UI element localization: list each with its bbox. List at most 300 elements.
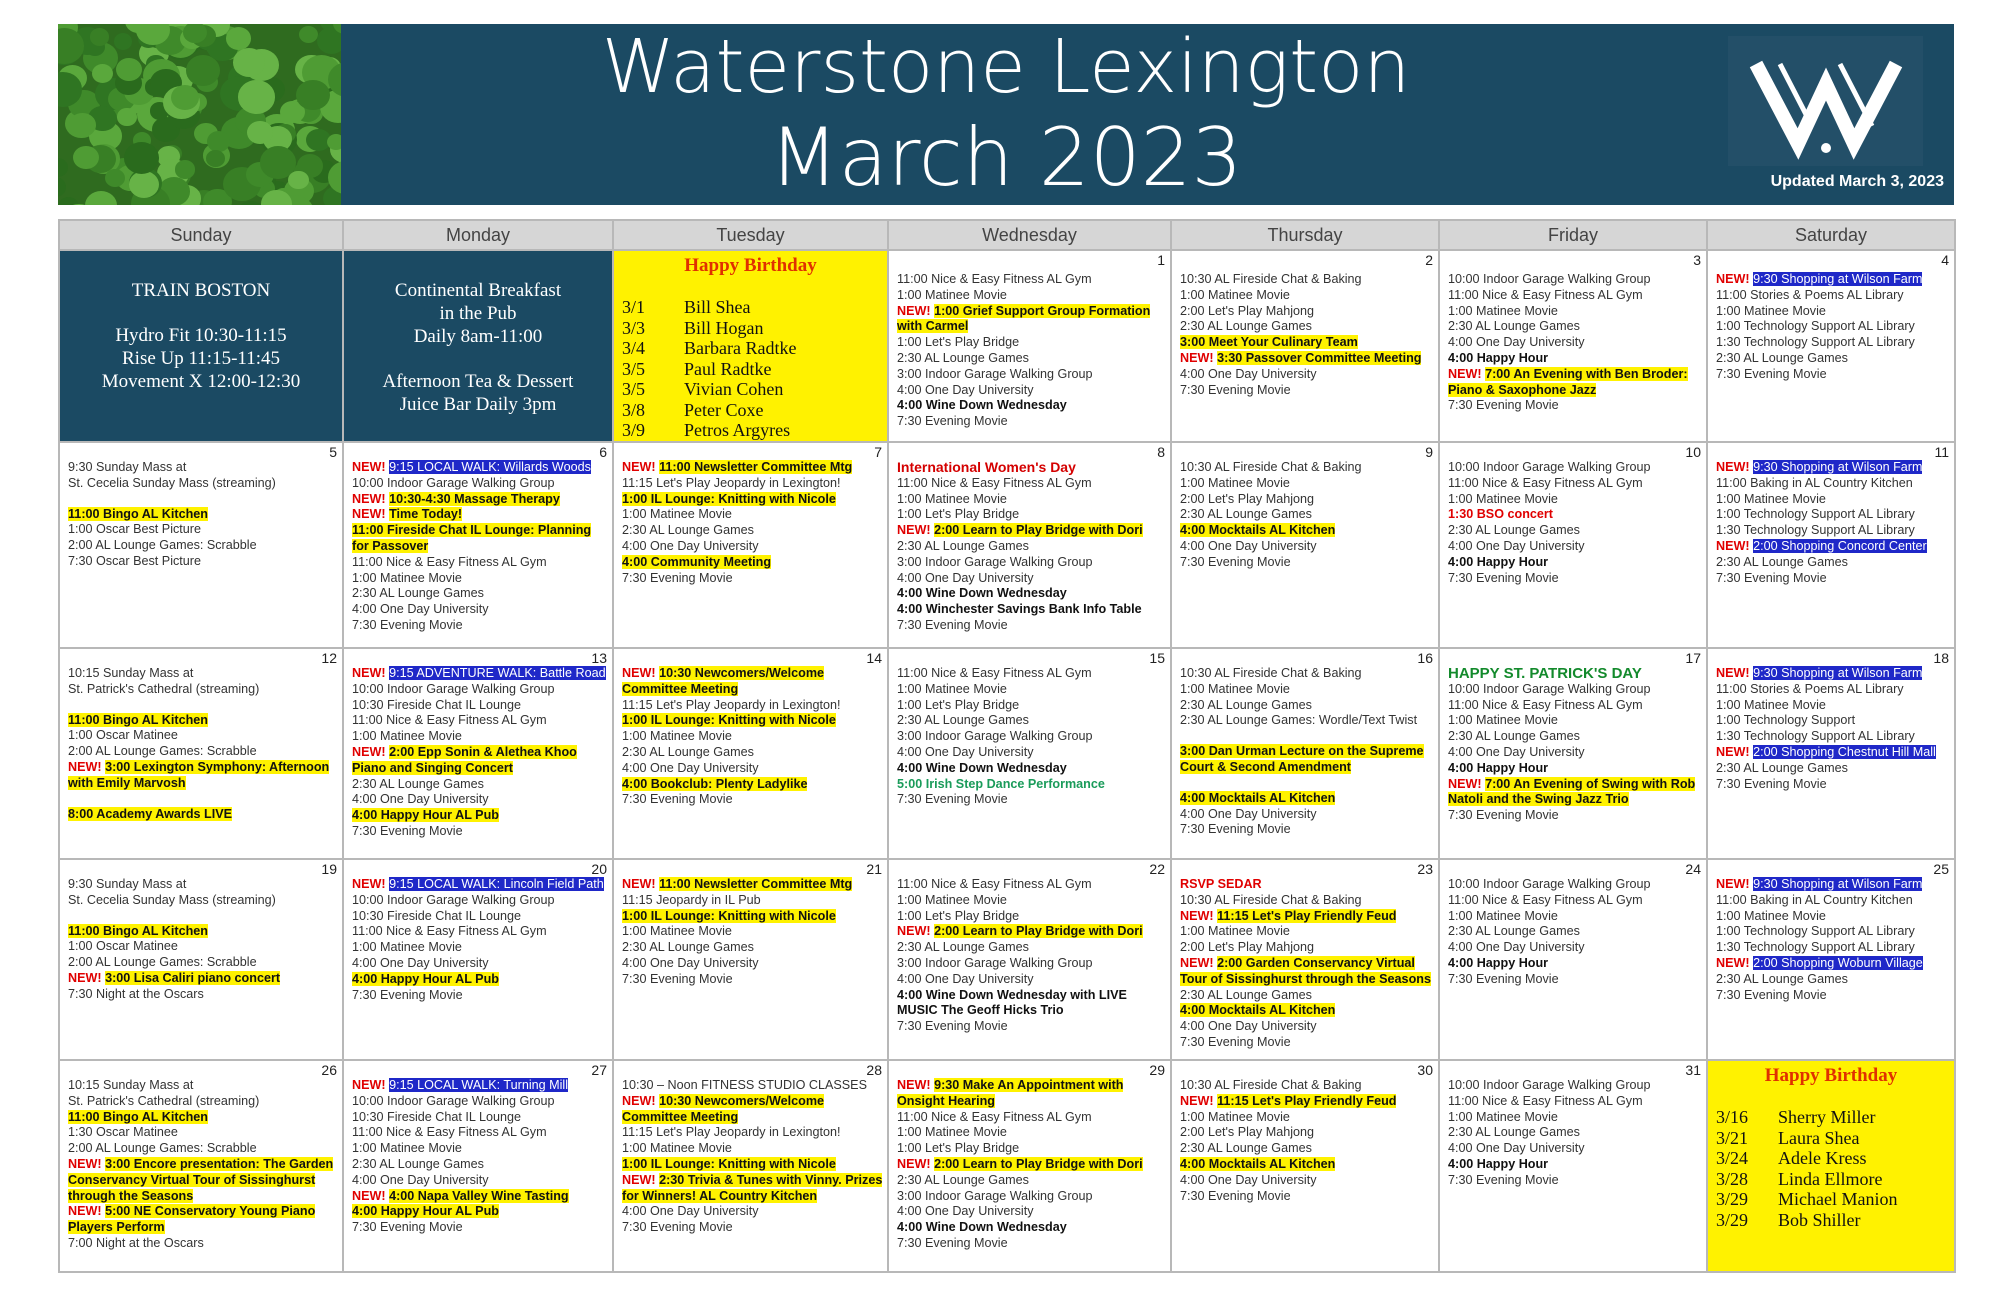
calendar-event (1448, 956, 1702, 972)
calendar-event (897, 1220, 1166, 1236)
weekday-friday: Friday (1439, 220, 1707, 250)
event-text: 8:00 Academy Awards LIVE (68, 806, 233, 821)
new-badge: NEW! (1180, 1093, 1218, 1108)
calendar-event (1180, 1110, 1434, 1126)
event-text: 11:00 Nice & Easy Fitness AL Gym (1448, 287, 1643, 302)
event-text: 1:00 Matinee Movie (352, 570, 462, 585)
calendar-event (352, 1094, 608, 1110)
event-text: 2:00 Let's Play Mahjong (1180, 303, 1315, 318)
calendar-event (622, 460, 883, 476)
calendar-event (352, 1110, 608, 1126)
calendar-event (352, 571, 608, 587)
day-number: 25 (1933, 861, 1949, 877)
event-text: 10:00 Indoor Garage Walking Group (1448, 272, 1651, 286)
calendar-event (352, 586, 608, 602)
event-text: 2:00 AL Lounge Games: Scrabble (68, 744, 257, 759)
calendar-event (897, 586, 1166, 602)
calendar-event (1180, 367, 1434, 383)
event-text: 1:00 IL Lounge: Knitting with Nicole (622, 713, 836, 728)
page-subtitle-month: March 2023 (769, 111, 1243, 204)
event-text: 11:00 Bingo AL Kitchen (68, 712, 208, 727)
event-text: 4:00 Happy Hour AL Pub (352, 971, 499, 986)
calendar-event (1448, 555, 1702, 571)
calendar-event (1716, 335, 1950, 351)
birthday-name: Bob Shiller (1778, 1209, 1861, 1230)
event-text: 1:00 Oscar Matinee (68, 939, 178, 954)
event-text: 11:00 Stories & Poems AL Library (1716, 681, 1904, 696)
day-number: 29 (1149, 1062, 1165, 1078)
week-row (59, 859, 1955, 1060)
calendar-event (622, 555, 883, 571)
event-text: 4:00 One Day University (1448, 538, 1585, 553)
event-text: 11:00 Newsletter Committee Mtg (659, 877, 853, 891)
event-text: 1:00 Let's Play Bridge (897, 507, 1020, 522)
calendar-event (1716, 492, 1950, 508)
birthday-entry (622, 318, 887, 339)
birthday-panel (613, 250, 888, 442)
day-cell-19 (59, 859, 343, 1060)
event-text: 2:30 AL Lounge Games (1716, 760, 1848, 775)
calendar-event (1180, 383, 1434, 399)
event-text: 1:30 BSO concert (1448, 507, 1553, 522)
new-badge: NEW! (352, 1078, 390, 1092)
event-text: 4:00 One Day University (1180, 538, 1317, 553)
calendar-event (897, 288, 1166, 304)
event-text: 1:30 Technology Support AL Library (1716, 335, 1915, 350)
new-badge: NEW! (1716, 955, 1754, 970)
calendar-event (622, 1220, 883, 1236)
day-number: 20 (591, 861, 607, 877)
event-text: 4:00 One Day University (1180, 1172, 1317, 1187)
birthday-entry (1716, 1107, 1954, 1128)
event-text: 2:30 AL Lounge Games (1448, 523, 1580, 538)
info-line: Afternoon Tea & Dessert (382, 371, 574, 392)
event-text: 2:30 AL Lounge Games (622, 744, 754, 759)
day-cell-12 (59, 648, 343, 859)
calendar-event (897, 1110, 1166, 1126)
event-text: 4:00 Community Meeting (622, 554, 772, 569)
day-number: 16 (1417, 650, 1433, 666)
calendar-event (622, 523, 883, 539)
calendar-event (352, 682, 608, 698)
day-cell-15 (888, 648, 1171, 859)
calendar-event (1716, 460, 1950, 476)
event-text: 1:00 Matinee Movie (352, 1141, 462, 1156)
calendar-event (352, 1220, 608, 1236)
calendar-event (1180, 555, 1434, 571)
event-text: 9:15 LOCAL WALK: Turning Mill (389, 1078, 569, 1092)
calendar-event (1716, 777, 1950, 793)
birthday-date: 3/5 (622, 358, 646, 379)
calendar-event (1180, 1019, 1434, 1035)
info-line (344, 348, 612, 370)
calendar-event (897, 1125, 1166, 1141)
calendar-event (897, 1236, 1166, 1252)
event-text: St. Patrick's Cathedral (streaming) (68, 1093, 260, 1108)
day-number: 31 (1685, 1062, 1701, 1078)
calendar-event (352, 824, 608, 840)
day-number: 18 (1933, 650, 1949, 666)
event-text: 4:00 One Day University (1180, 1019, 1317, 1034)
event-text: 1:00 IL Lounge: Knitting with Nicole (622, 491, 836, 506)
calendar-event (1716, 507, 1950, 523)
calendar-event (68, 538, 338, 554)
calendar-event (622, 924, 883, 940)
info-line: Continental Breakfast (394, 280, 562, 301)
calendar-event (1448, 492, 1702, 508)
new-badge: NEW! (1448, 366, 1486, 381)
calendar-event (1448, 808, 1702, 824)
event-text: 3:00 Encore presentation: The Garden Conservancy Virtual Tour of Sissinghurst through the Seasons (68, 1156, 334, 1203)
event-text: 4:00 Happy Hour (1448, 760, 1549, 775)
new-badge: NEW! (1180, 955, 1218, 970)
calendar-event (897, 988, 1166, 1020)
calendar-event (1716, 745, 1950, 761)
info-line: Rise Up 11:15-11:45 (122, 348, 280, 369)
event-text: 1:00 Technology Support AL Library (1716, 319, 1915, 334)
day-number: 30 (1417, 1062, 1433, 1078)
calendar-event (1448, 745, 1702, 761)
calendar-event (68, 744, 338, 760)
week-row (59, 442, 1955, 648)
weekday-saturday: Saturday (1707, 220, 1955, 250)
day-number: 4 (1941, 252, 1949, 268)
calendar-event (897, 792, 1166, 808)
event-text: 3:00 Meet Your Culinary Team (1180, 335, 1358, 350)
calendar-event (622, 893, 883, 909)
new-badge: NEW! (352, 507, 390, 522)
calendar-event (352, 523, 608, 555)
calendar-event (68, 955, 338, 971)
day-number: 26 (321, 1062, 337, 1078)
calendar-event (1448, 698, 1702, 714)
event-text: 7:30 Oscar Best Picture (68, 553, 201, 568)
calendar-event (1448, 476, 1702, 492)
calendar-event (352, 893, 608, 909)
calendar-event (1448, 1110, 1702, 1126)
calendar-event (1448, 319, 1702, 335)
event-text: 7:30 Evening Movie (1716, 776, 1827, 791)
new-badge: NEW! (622, 877, 660, 891)
calendar-event (1448, 761, 1702, 777)
calendar-event (1448, 398, 1702, 414)
calendar-event (1180, 956, 1434, 988)
event-text: 10:00 Indoor Garage Walking Group (1448, 681, 1651, 696)
calendar-event (1180, 507, 1434, 523)
event-text: 2:30 AL Lounge Games (897, 940, 1029, 955)
calendar-event (1180, 351, 1434, 367)
event-text: 4:00 One Day University (897, 570, 1034, 585)
calendar-event (68, 792, 338, 807)
event-text: 1:00 Let's Play Bridge (897, 697, 1020, 712)
new-badge: NEW! (352, 877, 390, 891)
event-text: 4:00 One Day University (352, 792, 489, 807)
calendar-event (352, 792, 608, 808)
event-text: 11:00 Nice & Easy Fitness AL Gym (897, 1109, 1092, 1124)
calendar-event (897, 555, 1166, 571)
calendar-event (1180, 272, 1434, 288)
calendar-event (1448, 335, 1702, 351)
event-text: 9:30 Shopping at Wilson Farm (1753, 460, 1923, 474)
event-text: 2:30 AL Lounge Games (352, 586, 484, 601)
event-text: 9:30 Shopping at Wilson Farm (1753, 877, 1923, 891)
event-text: 1:30 Oscar Matinee (68, 1125, 178, 1140)
event-text: 7:30 Evening Movie (1716, 570, 1827, 585)
event-text: 1:30 Technology Support AL Library (1716, 940, 1915, 955)
event-text: 2:30 AL Lounge Games (1448, 924, 1580, 939)
calendar-event (68, 666, 338, 682)
calendar-event (1180, 1157, 1434, 1173)
day-cell-5 (59, 442, 343, 648)
event-text: 4:00 Bookclub: Plenty Ladylike (622, 776, 808, 791)
event-text: 7:30 Evening Movie (897, 1019, 1008, 1034)
calendar-event (1180, 988, 1434, 1004)
calendar-event (897, 351, 1166, 367)
new-badge: NEW! (1716, 877, 1754, 891)
calendar-event (897, 1204, 1166, 1220)
birthday-name: Petros Argyres (684, 420, 791, 440)
new-badge: NEW! (1180, 350, 1218, 365)
day-number: 19 (321, 861, 337, 877)
birthday-name: Barbara Radtke (684, 338, 797, 358)
event-text: 11:15 Let's Play Jeopardy in Lexington! (622, 1125, 841, 1140)
calendar-event (1180, 460, 1434, 476)
event-text: 9:30 Shopping at Wilson Farm (1753, 272, 1923, 286)
weekday-thursday: Thursday (1171, 220, 1439, 250)
calendar-event (68, 939, 338, 955)
day-number: 9 (1425, 444, 1433, 460)
event-text: 2:30 AL Lounge Games (897, 538, 1029, 553)
info-line: Movement X 12:00-12:30 (101, 371, 301, 392)
calendar-event (68, 492, 338, 507)
calendar-event (352, 713, 608, 729)
calendar-event (897, 893, 1166, 909)
logo-w-icon (1728, 36, 1923, 166)
birthday-date: 3/29 (1716, 1189, 1749, 1209)
day-cell-29 (888, 1060, 1171, 1272)
calendar-event (897, 972, 1166, 988)
calendar-event (1448, 893, 1702, 909)
event-text: 11:15 Let's Play Friendly Feud (1217, 908, 1397, 923)
birthday-date: 3/9 (622, 420, 646, 440)
calendar-event (622, 666, 883, 698)
event-text: 1:00 Matinee Movie (1448, 491, 1558, 506)
event-text: 1:00 IL Lounge: Knitting with Nicole (622, 1156, 836, 1171)
birthday-date: 3/5 (622, 379, 646, 399)
day-number: 15 (1149, 650, 1165, 666)
calendar-event (352, 972, 608, 988)
calendar-event (68, 728, 338, 744)
calendar-event (68, 987, 338, 1003)
event-text: 7:30 Evening Movie (1180, 554, 1291, 569)
birthday-name: Peter Coxe (684, 399, 764, 420)
new-badge: NEW! (1716, 744, 1754, 759)
calendar-event (68, 507, 338, 523)
event-text: 1:00 IL Lounge: Knitting with Nicole (622, 908, 836, 923)
event-text: 10:30 Newcomers/Welcome Committee Meeting (622, 1093, 825, 1124)
calendar-event (1180, 909, 1434, 925)
event-text: 2:30 AL Lounge Games (1180, 319, 1312, 334)
calendar-event (1716, 319, 1950, 335)
calendar-event (897, 1157, 1166, 1173)
event-text: 7:30 Night at the Oscars (68, 986, 204, 1001)
calendar-event (1180, 523, 1434, 539)
birthday-name: Sherry Miller (1778, 1107, 1876, 1127)
new-badge: NEW! (622, 666, 660, 680)
event-text: 1:00 Matinee Movie (1448, 1109, 1558, 1124)
day-number: 13 (591, 650, 607, 666)
day-cell-10 (1439, 442, 1707, 648)
event-text: 1:00 Let's Play Bridge (897, 1141, 1020, 1156)
event-text: 2:30 AL Lounge Games (622, 940, 754, 955)
calendar-event (1180, 791, 1434, 807)
calendar-event (622, 1204, 883, 1220)
calendar-event (1448, 909, 1702, 925)
calendar-event (1448, 1094, 1702, 1110)
event-text: 1:00 Matinee Movie (1180, 1109, 1290, 1124)
birthday-panel (1707, 1060, 1955, 1272)
event-text: 4:00 Happy Hour (1448, 554, 1549, 569)
calendar-event (352, 1125, 608, 1141)
event-text: 9:15 LOCAL WALK: Willards Woods (389, 460, 591, 474)
event-text: 5:00 NE Conservatory Young Piano Players Perform (68, 1204, 316, 1235)
calendar-event (1716, 761, 1950, 777)
calendar-event (1716, 666, 1950, 682)
calendar-event (352, 618, 608, 634)
event-text: 1:00 Grief Support Group Formation with Carmel (897, 303, 1151, 334)
event-text: 7:30 Evening Movie (1716, 366, 1827, 381)
day-number: 28 (866, 1062, 882, 1078)
calendar-event (897, 713, 1166, 729)
calendar-event (897, 492, 1166, 508)
event-text: 2:00 Shopping Concord Center (1753, 538, 1927, 553)
event-text: 4:00 One Day University (352, 1172, 489, 1187)
calendar-event (1180, 776, 1434, 791)
day-heading: International Women's Day (897, 459, 1076, 475)
event-text: 4:00 One Day University (622, 538, 759, 553)
birthday-name: Bill Shea (684, 297, 751, 317)
calendar-event (1448, 571, 1702, 587)
new-badge: NEW! (622, 460, 660, 474)
day-number: 3 (1693, 252, 1701, 268)
day-cell-25 (1707, 859, 1955, 1060)
event-text: 4:00 One Day University (352, 955, 489, 970)
calendar-event (897, 1078, 1166, 1110)
event-text: 11:00 Baking in AL Country Kitchen (1716, 475, 1913, 490)
event-text: 4:00 Mocktails AL Kitchen (1180, 1003, 1336, 1018)
calendar-event (897, 1141, 1166, 1157)
calendar-event (68, 1125, 338, 1141)
event-text: 7:30 Evening Movie (1448, 808, 1559, 823)
day-cell-28 (613, 1060, 888, 1272)
event-text: 1:00 Matinee Movie (352, 729, 462, 744)
day-cell-4 (1707, 250, 1955, 442)
calendar-event (1716, 351, 1950, 367)
calendar-event (897, 523, 1166, 539)
event-text: 11:15 Let's Play Jeopardy in Lexington! (622, 697, 841, 712)
calendar-event (1180, 1173, 1434, 1189)
day-number: 2 (1425, 252, 1433, 268)
day-cell-2 (1171, 250, 1439, 442)
day-number: 7 (874, 444, 882, 460)
calendar-event (1716, 272, 1950, 288)
event-text: St. Cecelia Sunday Mass (streaming) (68, 475, 276, 490)
birthday-entry (622, 338, 887, 359)
new-badge: NEW! (68, 970, 106, 985)
event-text: 2:00 Learn to Play Bridge with Dori (934, 1156, 1143, 1171)
calendar-event (897, 539, 1166, 555)
birthday-name: Bill Hogan (684, 317, 764, 338)
day-number: 17 (1685, 650, 1701, 666)
calendar-event (1180, 1003, 1434, 1019)
new-badge: NEW! (352, 666, 390, 680)
calendar-event (897, 335, 1166, 351)
calendar-event (622, 1157, 883, 1173)
birthday-date: 3/29 (1716, 1209, 1749, 1230)
event-text: 10:30 Newcomers/Welcome Committee Meeting (622, 666, 825, 696)
calendar-event (622, 492, 883, 508)
birthday-date: 3/3 (622, 317, 646, 338)
event-text: 2:30 AL Lounge Games (1448, 319, 1580, 334)
day-cell-27 (343, 1060, 613, 1272)
day-number: 24 (1685, 861, 1701, 877)
weekday-header-row (59, 220, 1955, 250)
event-text: 11:15 Let's Play Jeopardy in Lexington! (622, 475, 841, 490)
info-line (60, 302, 342, 324)
birthday-entry (1716, 1169, 1954, 1190)
event-text: 1:00 Matinee Movie (897, 491, 1007, 506)
calendar-event (352, 988, 608, 1004)
event-text: 1:00 Matinee Movie (1716, 303, 1826, 318)
event-text: 4:00 One Day University (897, 382, 1034, 397)
event-text: 1:00 Matinee Movie (1448, 303, 1558, 318)
birthday-entry (622, 420, 887, 441)
event-text: 10:30 AL Fireside Chat & Baking (1180, 892, 1362, 907)
birthday-title: Happy Birthday (1764, 1065, 1898, 1086)
calendar-event (897, 414, 1166, 430)
calendar-event (622, 729, 883, 745)
event-text: 1:00 Oscar Matinee (68, 728, 178, 743)
event-text: 10:30 AL Fireside Chat & Baking (1180, 666, 1362, 680)
event-text: 1:00 Matinee Movie (622, 1141, 732, 1156)
calendar-event (1716, 713, 1950, 729)
event-text: 1:00 Matinee Movie (897, 287, 1007, 302)
event-text: 2:00 AL Lounge Games: Scrabble (68, 538, 257, 553)
calendar-event (897, 777, 1166, 793)
event-text: 4:00 One Day University (1448, 744, 1585, 759)
event-text: 11:00 Nice & Easy Fitness AL Gym (352, 1125, 547, 1140)
calendar-event (68, 1157, 338, 1204)
event-text: 4:00 Wine Down Wednesday with LIVE MUSIC The Geoff Hicks Trio (897, 987, 1127, 1018)
event-text: 7:30 Evening Movie (622, 1220, 733, 1235)
calendar-event (1716, 523, 1950, 539)
week-row (59, 648, 1955, 859)
event-text: 4:00 One Day University (622, 1204, 759, 1219)
event-text: 11:00 Nice & Easy Fitness AL Gym (1448, 892, 1643, 907)
event-text: 7:30 Evening Movie (897, 617, 1008, 632)
day-cell-6 (343, 442, 613, 648)
event-text: 4:00 One Day University (1448, 940, 1585, 955)
birthday-name: Laura Shea (1778, 1127, 1860, 1148)
calendar-event (1448, 304, 1702, 320)
day-cell-24 (1439, 859, 1707, 1060)
event-text: 5:00 Irish Step Dance Performance (897, 776, 1105, 791)
event-text: 4:00 Happy Hour AL Pub (352, 808, 499, 823)
event-text: 11:00 Nice & Easy Fitness AL Gym (1448, 697, 1643, 712)
calendar-event (1180, 744, 1434, 776)
calendar-event (897, 507, 1166, 523)
event-text: 11:15 Jeopardy in IL Pub (622, 892, 761, 907)
